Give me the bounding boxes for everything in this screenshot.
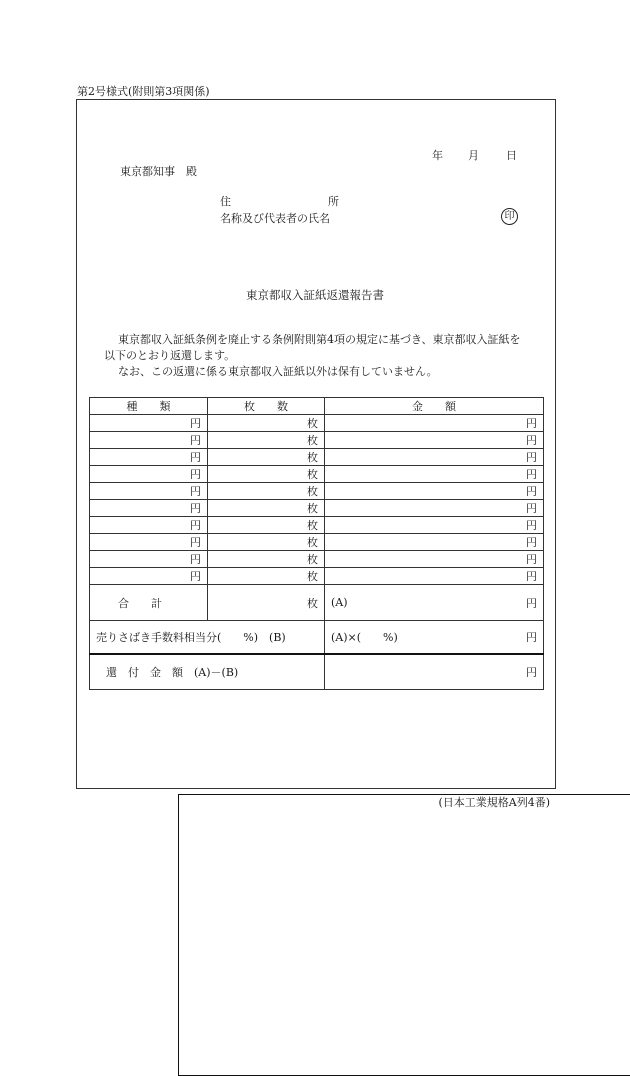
table-row <box>90 432 544 449</box>
count-cell[interactable]: 枚 <box>208 500 325 517</box>
table-row <box>90 534 544 551</box>
amount-cell[interactable]: 円 <box>325 483 544 500</box>
representative-name-label: 名称及び代表者の氏名 <box>220 212 330 225</box>
fee-amount-cell[interactable]: (A)×( %) 円 <box>325 621 544 655</box>
paper-size-note: (日本工業規格A列4番) <box>438 796 550 809</box>
count-cell[interactable]: 枚 <box>208 449 325 466</box>
kind-cell[interactable]: 円 <box>90 483 208 500</box>
count-cell[interactable]: 枚 <box>208 432 325 449</box>
amount-cell[interactable]: 円 <box>325 500 544 517</box>
table-row <box>90 517 544 534</box>
count-cell[interactable]: 枚 <box>208 568 325 585</box>
count-cell[interactable]: 枚 <box>208 483 325 500</box>
amount-cell[interactable]: 円 <box>325 415 544 432</box>
address-label-second: 所 <box>328 195 339 208</box>
amount-cell[interactable]: 円 <box>325 449 544 466</box>
total-label: 合 計 <box>90 585 208 621</box>
refund-label: 還 付 金 額 (A)－(B) <box>90 654 325 690</box>
kind-cell[interactable]: 円 <box>90 517 208 534</box>
header-amount: 金 額 <box>325 398 544 415</box>
table-outer-border <box>178 794 630 1076</box>
kind-cell[interactable]: 円 <box>90 534 208 551</box>
refund-amount-cell[interactable]: 円 <box>325 654 544 690</box>
count-cell[interactable]: 枚 <box>208 466 325 483</box>
addressee: 東京都知事 殿 <box>120 165 197 178</box>
amount-cell[interactable]: 円 <box>325 466 544 483</box>
body-paragraph-line-1: 東京都収入証紙条例を廃止する条例附則第4項の規定に基づき、東京都収入証紙を <box>118 333 521 346</box>
amount-cell[interactable]: 円 <box>325 568 544 585</box>
fee-label: 売りさばき手数料相当分( %) (B) <box>90 621 325 655</box>
table-row <box>90 449 544 466</box>
count-cell[interactable]: 枚 <box>208 415 325 432</box>
kind-cell[interactable]: 円 <box>90 466 208 483</box>
header-kind: 種 類 <box>90 398 208 415</box>
date-month-label: 月 <box>468 149 479 162</box>
kind-cell[interactable]: 円 <box>90 551 208 568</box>
count-cell[interactable]: 枚 <box>208 517 325 534</box>
amount-cell[interactable]: 円 <box>325 432 544 449</box>
table-row <box>90 568 544 585</box>
date-day-label: 日 <box>506 149 517 162</box>
kind-cell[interactable]: 円 <box>90 568 208 585</box>
fee-formula: (A)×( %) <box>331 631 398 644</box>
date-year-label: 年 <box>432 149 443 162</box>
table-row <box>90 500 544 517</box>
amount-cell[interactable]: 円 <box>325 551 544 568</box>
total-amount-cell[interactable]: (A) 円 <box>325 585 544 621</box>
kind-cell[interactable]: 円 <box>90 415 208 432</box>
form-number-label: 第2号様式(附則第3項関係) <box>77 85 210 98</box>
document-title: 東京都収入証紙返還報告書 <box>246 288 384 302</box>
table-row <box>90 415 544 432</box>
body-paragraph-line-2: 以下のとおり返還します。 <box>104 349 236 362</box>
kind-cell[interactable]: 円 <box>90 432 208 449</box>
seal-mark-icon: 印 <box>501 208 518 225</box>
address-label-first: 住 <box>220 195 231 208</box>
count-cell[interactable]: 枚 <box>208 534 325 551</box>
kind-cell[interactable]: 円 <box>90 449 208 466</box>
body-paragraph-line-3: なお、この返還に係る東京都収入証紙以外は保有していません。 <box>118 365 438 378</box>
count-cell[interactable]: 枚 <box>208 551 325 568</box>
header-count: 枚 数 <box>208 398 325 415</box>
amount-cell[interactable]: 円 <box>325 534 544 551</box>
kind-cell[interactable]: 円 <box>90 500 208 517</box>
total-count-cell[interactable]: 枚 <box>208 585 325 621</box>
return-ledger-table <box>89 397 543 679</box>
table-row <box>90 466 544 483</box>
table-row <box>90 483 544 500</box>
table-row <box>90 551 544 568</box>
amount-cell[interactable]: 円 <box>325 517 544 534</box>
total-a-marker: (A) <box>331 596 348 609</box>
